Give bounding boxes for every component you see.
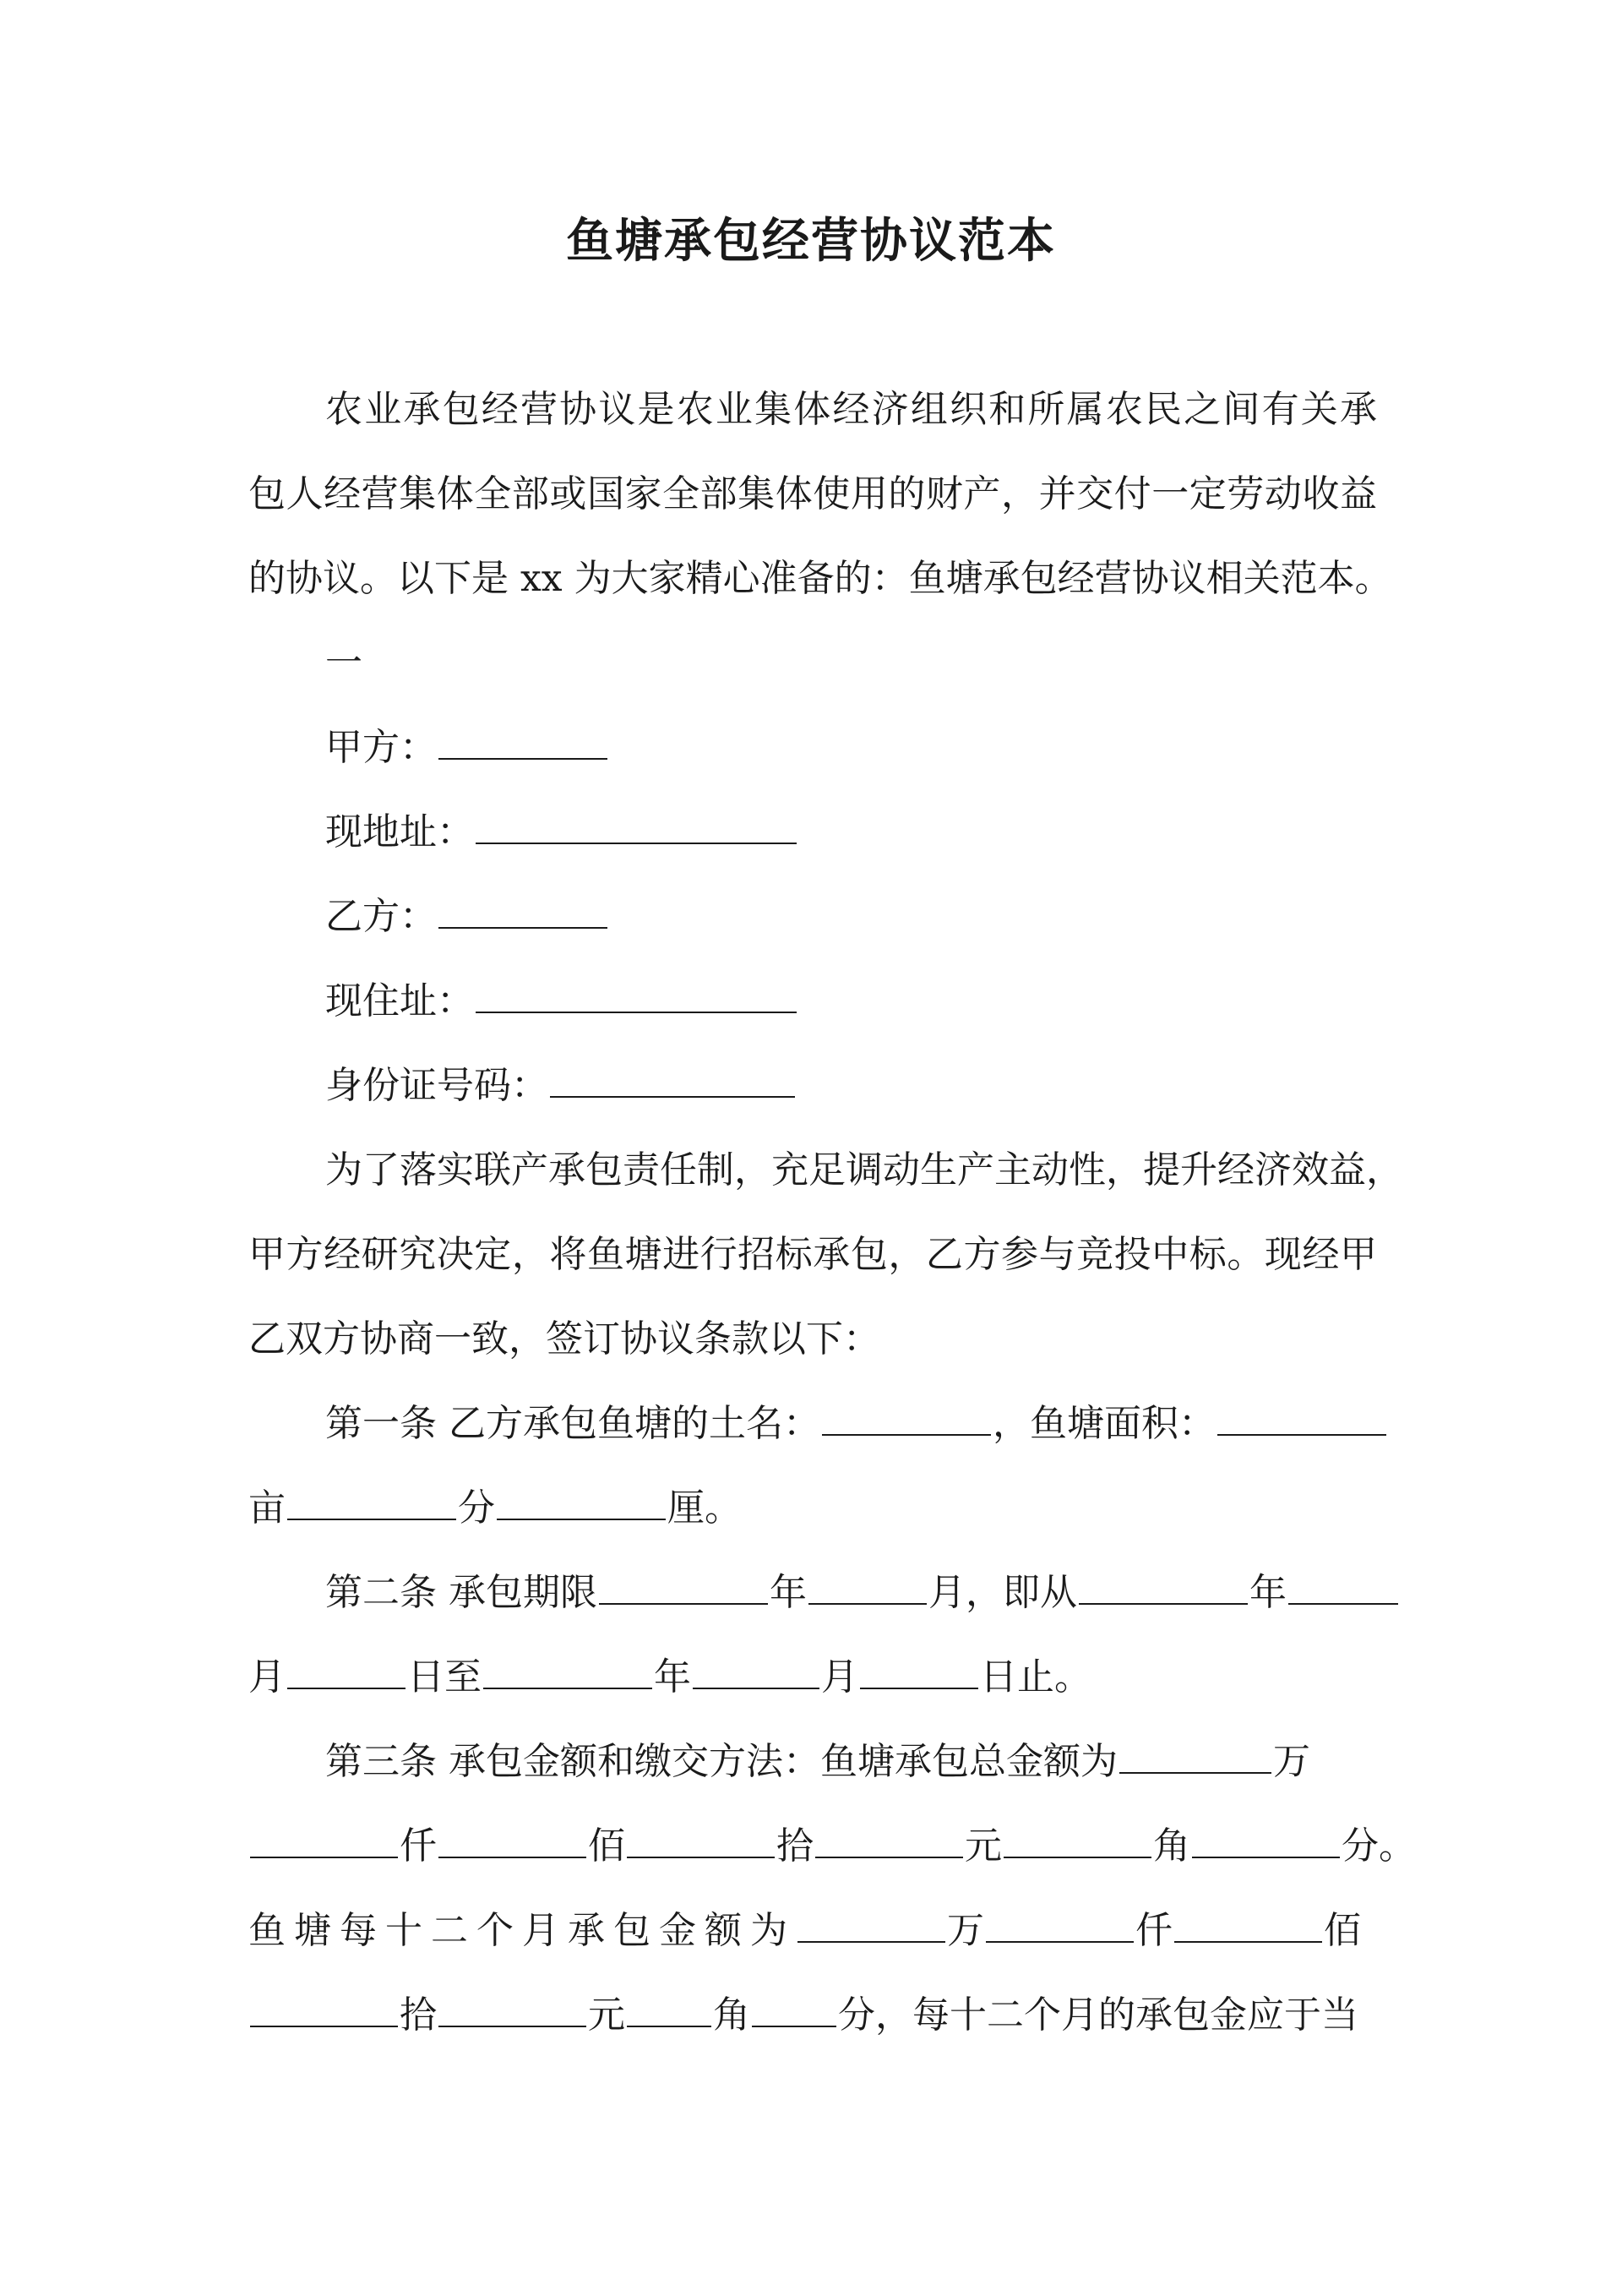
unit-fen: 分 [458, 1486, 495, 1530]
section-mark: 一 [325, 641, 362, 684]
article-1-line-2 [248, 1483, 742, 1534]
annual-shi-unit: 拾 [400, 1993, 437, 2037]
total-qian-unit: 仟 [400, 1824, 437, 1868]
annual-wan-unit: 万 [947, 1909, 984, 1952]
end-day-blank [860, 1654, 978, 1689]
party-a-row [325, 723, 609, 773]
article-2-head: 第二条 承包期限 [325, 1571, 597, 1614]
party-b-blank [438, 893, 607, 929]
annual-bai-unit: 佰 [1324, 1909, 1361, 1952]
annual-wan-blank [797, 1907, 945, 1943]
intro-line-2: 包人经营集体全部或国家全部集体使用的财产，并交付一定劳动收益 [248, 472, 1377, 515]
pond-area-label: ，鱼塘面积： [993, 1402, 1216, 1445]
end-year-blank [483, 1654, 652, 1689]
end-month-blank [693, 1654, 819, 1689]
intro-line-1: 农业承包经营协议是农业集体经济组织和所属农民之间有关承 [325, 388, 1377, 431]
id-number-label: 身份证号码： [325, 1064, 548, 1107]
article-3-line-1 [325, 1737, 1310, 1787]
total-wan-unit: 万 [1272, 1740, 1310, 1783]
document-title: 鱼塘承包经营协议范本 [566, 213, 1056, 269]
annual-qian-blank [986, 1907, 1134, 1943]
article-3-line-4 [248, 1990, 1358, 2041]
preamble-line-1: 为了落实联产承包责任制，充足调动生产主动性，提升经济效益， [325, 1148, 1403, 1192]
article-1-line-1 [325, 1399, 1388, 1449]
total-yuan-blank [815, 1823, 963, 1858]
annual-yuan-unit: 元 [588, 1993, 625, 2037]
party-a-label: 甲方： [325, 726, 437, 769]
preamble-line-3: 乙双方协商一致，签订协议条款以下： [248, 1317, 880, 1361]
end-month-unit: 月 [821, 1655, 858, 1699]
term-year-unit: 年 [770, 1571, 807, 1614]
article-1-head: 第一条 乙方承包鱼塘的土名： [325, 1402, 820, 1445]
total-qian-blank [250, 1823, 398, 1858]
total-yuan-unit: 元 [965, 1824, 1002, 1868]
term-years-blank [599, 1569, 768, 1605]
residence-address-label: 现住址： [325, 979, 474, 1023]
total-bai-blank [438, 1823, 586, 1858]
start-day-blank [287, 1654, 406, 1689]
unit-mu: 亩 [248, 1486, 286, 1530]
annual-shi-blank [250, 1992, 398, 2027]
article-3-head: 第三条 承包金额和缴交方法：鱼塘承包总金额为 [325, 1740, 1118, 1783]
term-months-blank [808, 1569, 927, 1605]
id-number-blank [550, 1062, 795, 1098]
start-month-blank [1288, 1569, 1398, 1605]
current-address-blank [476, 809, 797, 844]
party-b-row [325, 892, 609, 942]
total-bai-unit: 佰 [588, 1824, 625, 1868]
annual-bai-blank [1174, 1907, 1322, 1943]
start-year-blank [1079, 1569, 1248, 1605]
annual-qian-unit: 仟 [1135, 1909, 1173, 1952]
article-3-line-3 [248, 1906, 1361, 1956]
residence-address-blank [476, 978, 797, 1013]
annual-jiao-blank [627, 1992, 711, 2027]
annual-amount-label: 鱼塘每十二个月承包金额为 [248, 1909, 796, 1952]
current-address-label: 现地址： [325, 810, 474, 854]
total-fen-unit: 分。 [1342, 1824, 1416, 1868]
annual-yuan-blank [438, 1992, 586, 2027]
id-number-row [325, 1061, 797, 1111]
total-wan-blank [1119, 1738, 1271, 1774]
party-b-label: 乙方： [325, 895, 437, 938]
total-shi-unit: 拾 [776, 1824, 814, 1868]
total-shi-blank [627, 1823, 775, 1858]
annual-jiao-unit: 角 [713, 1993, 750, 2037]
term-month-unit: 月，即从 [928, 1571, 1077, 1614]
party-a-blank [438, 724, 607, 760]
day-end-label: 日止。 [980, 1655, 1091, 1699]
pond-name-blank [822, 1400, 991, 1436]
article-3-line-2 [248, 1821, 1416, 1872]
total-jiao-unit: 角 [1153, 1824, 1190, 1868]
pond-area-blank [1217, 1400, 1386, 1436]
annual-fen-blank [752, 1992, 836, 2027]
intro-line-3: 的协议。以下是 xx 为大家精心准备的：鱼塘承包经营协议相关范本。 [248, 557, 1392, 600]
residence-address-row [325, 976, 798, 1027]
preamble-line-2: 甲方经研究决定，将鱼塘进行招标承包，乙方参与竞投中标。现经甲 [248, 1233, 1377, 1276]
mu-blank [287, 1485, 456, 1520]
fen-blank [497, 1485, 666, 1520]
end-year-unit: 年 [654, 1655, 691, 1699]
unit-li: 厘。 [667, 1486, 742, 1530]
total-jiao-blank [1004, 1823, 1151, 1858]
start-year-unit: 年 [1249, 1571, 1287, 1614]
current-address-row [325, 807, 798, 858]
article-2-line-1 [325, 1568, 1400, 1618]
day-to-label: 日至 [407, 1655, 482, 1699]
start-month-unit: 月 [248, 1655, 286, 1699]
total-fen-blank [1192, 1823, 1340, 1858]
annual-fen-text: 分，每十二个月的承包金应于当 [838, 1993, 1358, 2037]
article-2-line-2 [248, 1652, 1091, 1703]
